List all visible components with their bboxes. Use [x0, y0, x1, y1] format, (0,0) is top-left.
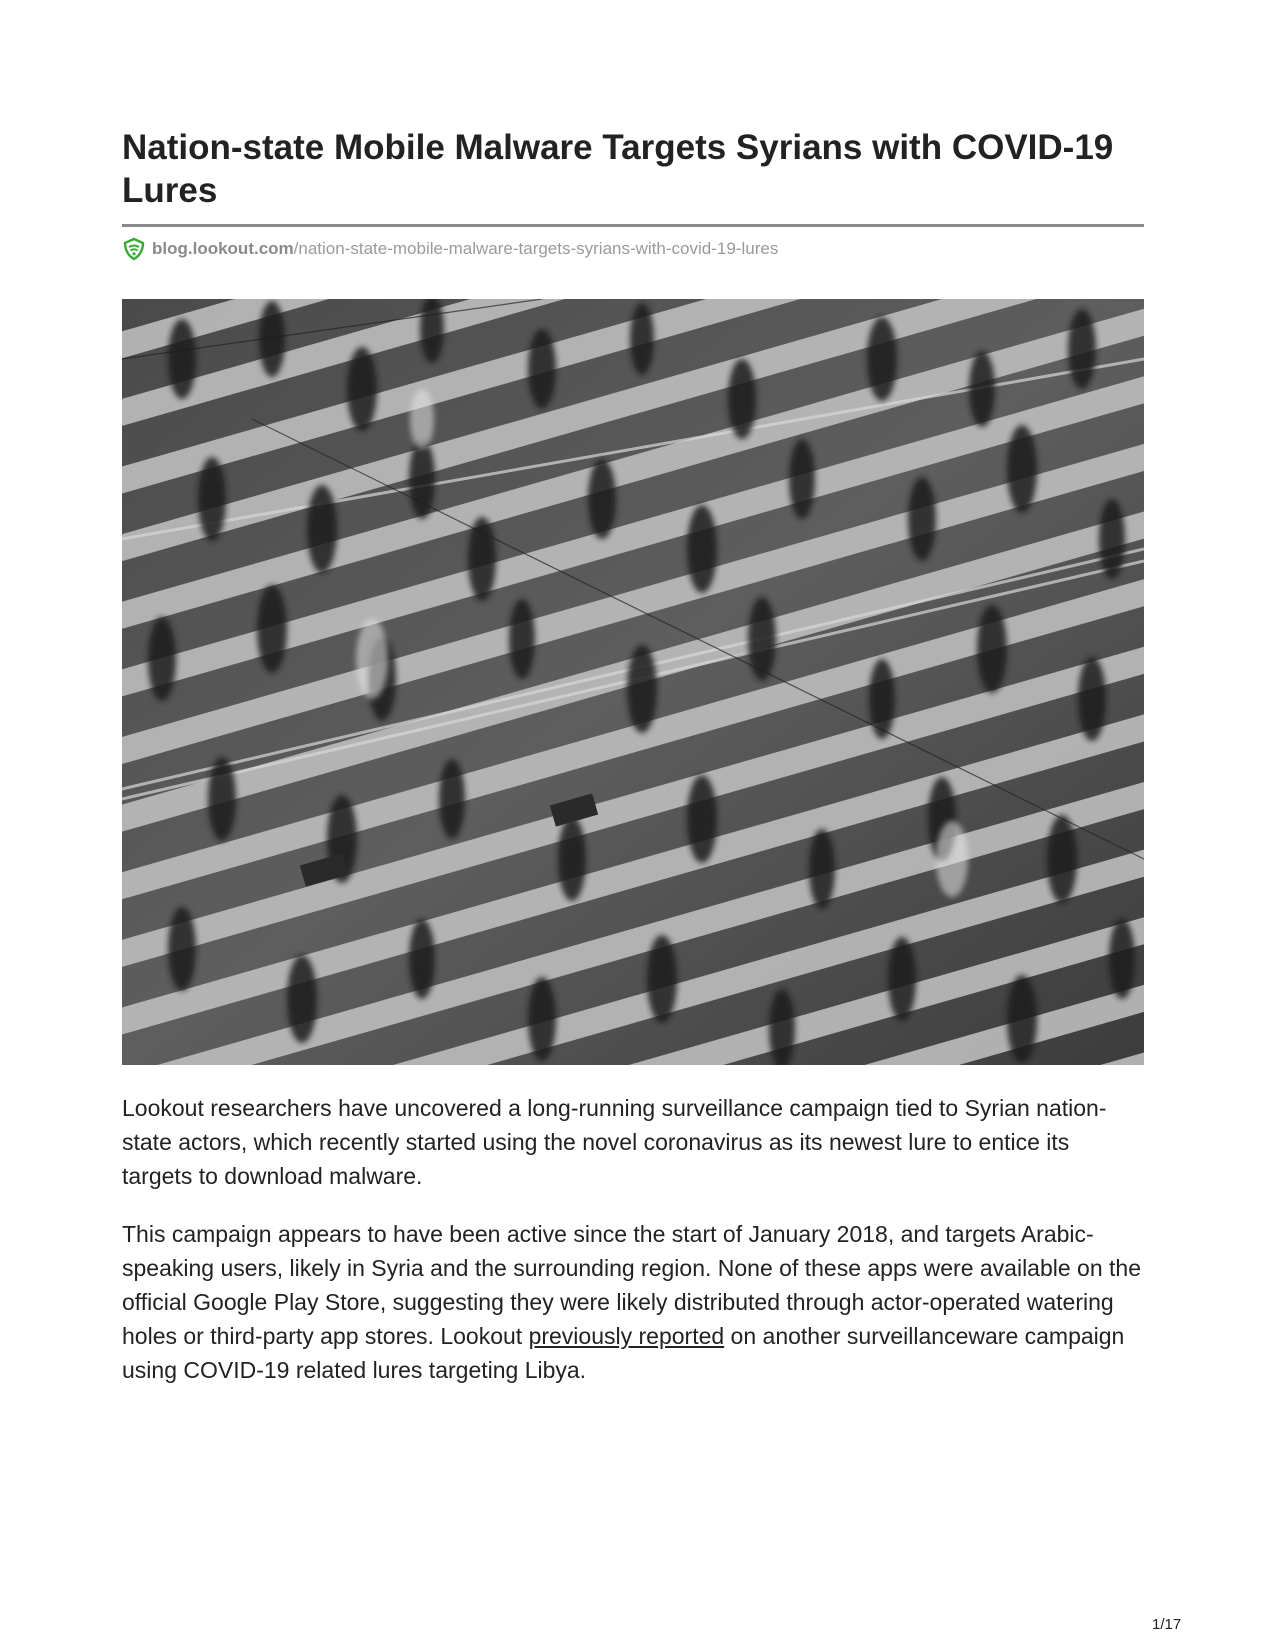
- hero-image-graphic: [122, 299, 1144, 1065]
- article-title: Nation-state Mobile Malware Targets Syrians with COVID-19 Lures: [122, 128, 1114, 210]
- paragraph-2-text-start: This campaign appears to have been active since the start of January 2018, and targets Arabic-speaking users, likely in Syria and the surrounding region. None of these apps were available on the official Google Play Store, suggesting they were likely distributed through actor-operated watering holes or third-party app stores. Lookout: [122, 1221, 1142, 1349]
- article-paragraph-1: Lookout researchers have uncovered a long-running surveillance campaign tied to Syrian nation-state actors, which recently started using the novel coronavirus as its newest lure to entice its targets to download malware.: [122, 1095, 1107, 1189]
- hero-image-crowd-crosswalk: [122, 299, 1144, 1065]
- source-domain[interactable]: blog.lookout.com: [152, 239, 294, 258]
- lookout-shield-icon: [122, 237, 146, 261]
- title-divider: [122, 224, 1144, 227]
- article-paragraph-2: [122, 1217, 1144, 1387]
- source-url[interactable]: [122, 237, 1144, 261]
- previously-reported-link[interactable]: previously reported: [528, 1323, 725, 1349]
- page-number: 1/17: [1152, 1616, 1182, 1633]
- article: [122, 126, 1144, 1387]
- source-path[interactable]: /nation-state-mobile-malware-targets-syrians-with-covid-19-lures: [293, 239, 779, 258]
- paragraph-2-text-end: on another surveillanceware campaign using COVID-19 related lures targeting Libya.: [122, 1323, 1125, 1383]
